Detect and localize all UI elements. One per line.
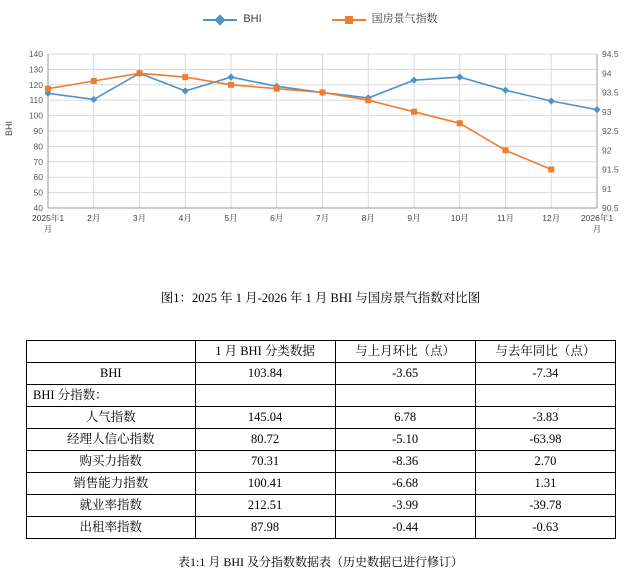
table-row — [27, 385, 616, 407]
table-caption: 表1:1 月 BHI 及分指数数据表（历史数据已进行修订） — [177, 555, 463, 569]
table-cell: -6.68 — [335, 473, 475, 495]
table-row — [27, 363, 616, 385]
svg-text:94.5: 94.5 — [602, 49, 619, 59]
y-axis-right-ticks — [602, 49, 619, 213]
line-chart — [0, 36, 641, 266]
svg-text:2月: 2月 — [87, 213, 101, 223]
table-cell: 103.84 — [195, 363, 335, 385]
svg-text:140: 140 — [28, 49, 43, 59]
legend-label-prosperity-index: 国房景气指数 — [371, 13, 438, 25]
svg-text:93.5: 93.5 — [602, 87, 619, 98]
svg-text:月: 月 — [43, 224, 53, 234]
table-cell — [475, 385, 615, 407]
svg-text:3月: 3月 — [132, 213, 147, 223]
svg-text:120: 120 — [28, 79, 43, 90]
svg-text:9月: 9月 — [407, 213, 421, 223]
table-row-label: 购买力指数 — [27, 451, 196, 473]
svg-text:7月: 7月 — [315, 213, 330, 223]
table-row — [27, 451, 616, 473]
svg-text:12月: 12月 — [542, 213, 561, 223]
table-row-label: BHI — [27, 363, 196, 385]
svg-text:80: 80 — [33, 141, 43, 152]
table-cell: -63.98 — [475, 429, 615, 451]
table-cell: 212.51 — [195, 495, 335, 517]
svg-text:2026年1: 2026年1 — [580, 213, 614, 223]
table-row-label: 出租率指数 — [27, 517, 196, 539]
legend-label-bhi: BHI — [243, 13, 262, 25]
table-row — [27, 495, 616, 517]
table-cell: -0.44 — [335, 517, 475, 539]
table-cell: 2.70 — [475, 451, 615, 473]
table-row-label: BHI 分指数： — [27, 385, 196, 407]
table-cell: 6.78 — [335, 407, 475, 429]
svg-text:94: 94 — [602, 68, 612, 79]
table-row — [27, 429, 616, 451]
y-axis-left-ticks — [29, 49, 43, 213]
table-cell: -39.78 — [475, 495, 615, 517]
table-cell: -3.99 — [335, 495, 475, 517]
data-table-wrap — [26, 340, 616, 539]
svg-text:70: 70 — [33, 156, 43, 167]
table-cell — [195, 385, 335, 407]
table-cell: 100.41 — [195, 473, 335, 495]
table-row-label: 就业率指数 — [27, 495, 196, 517]
table-cell: 80.72 — [195, 429, 335, 451]
y-axis-title: BHI — [4, 120, 14, 136]
table-cell: 87.98 — [195, 517, 335, 539]
svg-text:93: 93 — [602, 106, 612, 117]
svg-text:4月: 4月 — [178, 213, 192, 223]
table-row — [27, 407, 616, 429]
svg-text:92.5: 92.5 — [602, 126, 619, 136]
svg-text:2025年1: 2025年1 — [31, 213, 65, 223]
table-cell: -3.83 — [475, 407, 615, 429]
svg-text:90: 90 — [33, 126, 43, 136]
table-cell: 145.04 — [195, 407, 335, 429]
table-row-label: 经理人信心指数 — [27, 429, 196, 451]
figure-caption: 图1：2025 年 1 月-2026 年 1 月 BHI 与国房景气指数对比图 — [160, 291, 481, 305]
svg-text:5月: 5月 — [224, 213, 238, 223]
svg-text:60: 60 — [33, 172, 43, 183]
chart-plot-area — [0, 36, 641, 266]
svg-text:8月: 8月 — [361, 213, 375, 223]
table-cell: -3.65 — [335, 363, 475, 385]
table-header-cell: 与上月环比（点） — [335, 341, 475, 363]
table-cell: -8.36 — [335, 451, 475, 473]
bhi-data-table — [26, 340, 616, 539]
chart-legend — [0, 14, 641, 25]
table-row — [27, 473, 616, 495]
table-header-row — [27, 341, 616, 363]
square-marker-icon — [345, 16, 353, 24]
table-cell: 1.31 — [475, 473, 615, 495]
table-row — [27, 517, 616, 539]
svg-text:91: 91 — [602, 183, 612, 194]
svg-text:130: 130 — [28, 64, 43, 75]
svg-text:10月: 10月 — [450, 213, 469, 223]
svg-text:11月: 11月 — [496, 213, 515, 223]
table-cell: 70.31 — [195, 451, 335, 473]
svg-text:110: 110 — [29, 95, 43, 106]
svg-text:月: 月 — [592, 224, 602, 234]
legend-line-bhi — [203, 19, 237, 21]
svg-text:90.5: 90.5 — [602, 203, 619, 213]
legend-line-prosperity-index — [332, 19, 366, 21]
table-cell: -5.10 — [335, 429, 475, 451]
svg-text:100: 100 — [28, 110, 43, 121]
svg-text:6月: 6月 — [270, 213, 284, 223]
table-cell — [335, 385, 475, 407]
chart-gridlines — [48, 54, 597, 208]
table-row-label: 销售能力指数 — [27, 473, 196, 495]
table-header-cell: 1 月 BHI 分类数据 — [195, 341, 335, 363]
svg-text:91.5: 91.5 — [602, 164, 619, 175]
legend-item-prosperity-index — [332, 14, 438, 25]
table-cell: -0.63 — [475, 517, 615, 539]
legend-item-bhi — [203, 14, 261, 25]
table-row-label: 人气指数 — [27, 407, 196, 429]
diamond-marker-icon — [215, 14, 226, 25]
x-axis-ticks — [32, 213, 613, 234]
svg-text:92: 92 — [602, 145, 612, 156]
svg-text:40: 40 — [33, 203, 43, 213]
table-header-cell: 与去年同比（点） — [475, 341, 615, 363]
table-header-blank — [27, 341, 196, 363]
table-cell: -7.34 — [475, 363, 615, 385]
svg-text:50: 50 — [33, 187, 43, 198]
